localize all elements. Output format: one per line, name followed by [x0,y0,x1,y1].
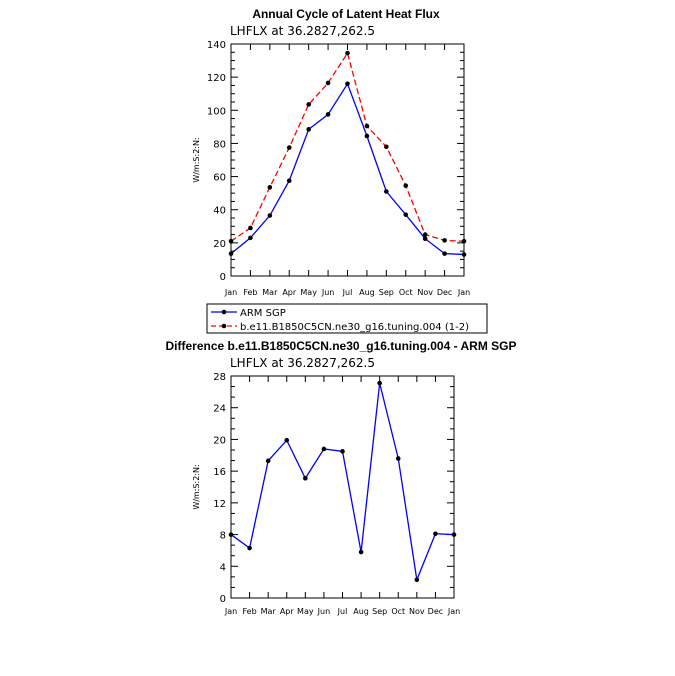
data-point [284,438,289,443]
x-tick-label: Jun [317,607,331,616]
data-point [287,145,292,150]
x-tick-label: Oct [391,607,406,616]
x-tick-label: Aug [359,288,375,297]
data-point [287,178,292,183]
x-tick-label: Oct [398,288,413,297]
y-tick-label: 4 [219,562,226,574]
data-point [229,532,234,537]
data-point [229,251,234,256]
data-point [248,236,253,241]
data-point [268,185,273,190]
data-point [384,189,389,194]
legend-label: b.e11.B1850C5CN.ne30_g16.tuning.004 (1-2) [240,322,469,333]
legend-marker [222,310,227,315]
series-line [231,53,464,241]
y-tick-label: 24 [213,403,226,415]
x-tick-label: Jul [337,607,348,616]
data-point [322,447,327,452]
x-tick-label: Jan [224,288,238,297]
x-tick-label: Feb [243,288,258,297]
x-tick-label: Jun [321,288,335,297]
data-point [326,112,331,117]
y-tick-label: 80 [213,139,226,151]
y-tick-label: 12 [213,498,226,510]
data-point [442,238,447,243]
data-point [266,459,271,464]
x-tick-label: Dec [436,288,453,297]
data-point [340,449,345,454]
x-tick-label: Jul [342,288,353,297]
x-tick-label: Sep [378,288,394,297]
chart-subtitle: LHFLX at 36.2827,262.5 [230,24,375,38]
data-point [423,236,428,241]
x-tick-label: May [300,288,317,297]
y-tick-label: 40 [213,205,226,217]
chart-1 [192,7,487,333]
data-point [377,381,382,386]
x-tick-label: Apr [279,607,294,616]
y-tick-label: 20 [213,435,226,447]
data-point [268,213,273,218]
y-tick-label: 120 [206,73,226,85]
y-tick-label: 100 [206,106,226,118]
series-line [231,84,464,255]
chart-subtitle: LHFLX at 36.2827,262.5 [230,356,375,370]
x-tick-label: Jan [447,607,461,616]
x-tick-label: Sep [372,607,388,616]
chart-2 [165,339,516,616]
data-point [403,183,408,188]
data-point [442,251,447,256]
data-point [384,144,389,149]
legend-label: ARM SGP [240,308,286,319]
y-tick-label: 20 [213,238,226,250]
x-tick-label: Aug [353,607,369,616]
x-tick-label: Feb [242,607,257,616]
data-point [396,456,401,461]
legend-marker [222,324,227,329]
data-point [326,81,331,86]
data-point [306,102,311,107]
data-point [345,51,350,56]
y-tick-label: 8 [219,530,226,542]
x-tick-label: Jan [224,607,238,616]
y-axis-label: W/m:S:2:N: [192,464,201,510]
data-point [345,81,350,86]
y-tick-label: 140 [206,40,226,51]
x-tick-label: Dec [427,607,444,616]
x-tick-label: May [297,607,314,616]
x-tick-label: Jan [457,288,471,297]
chart-title: Annual Cycle of Latent Heat Flux [252,7,440,21]
legend [207,304,487,333]
data-point [403,212,408,217]
x-tick-label: Nov [409,607,425,616]
x-tick-label: Mar [260,607,276,616]
data-point [359,550,364,555]
series-line [231,383,454,580]
y-tick-label: 0 [219,594,226,605]
data-point [248,226,253,231]
y-tick-label: 28 [213,372,226,383]
x-tick-label: Mar [262,288,278,297]
data-point [247,546,252,551]
y-tick-label: 16 [213,467,226,479]
data-point [433,531,438,536]
data-point [365,134,370,139]
x-tick-label: Apr [282,288,297,297]
y-tick-label: 60 [213,172,226,184]
plot-frame [231,376,454,598]
y-tick-label: 0 [219,272,226,283]
data-point [462,239,467,244]
y-axis-label: W/m:S:2:N: [192,137,201,183]
data-point [306,127,311,132]
x-tick-label: Nov [417,288,433,297]
data-point [452,532,457,537]
data-point [229,239,234,244]
chart-title: Difference b.e11.B1850C5CN.ne30_g16.tuning.004 - ARM SGP [165,339,517,353]
data-point [303,476,308,481]
data-point [415,577,420,582]
data-point [365,124,370,129]
data-point [423,232,428,237]
data-point [462,252,467,257]
